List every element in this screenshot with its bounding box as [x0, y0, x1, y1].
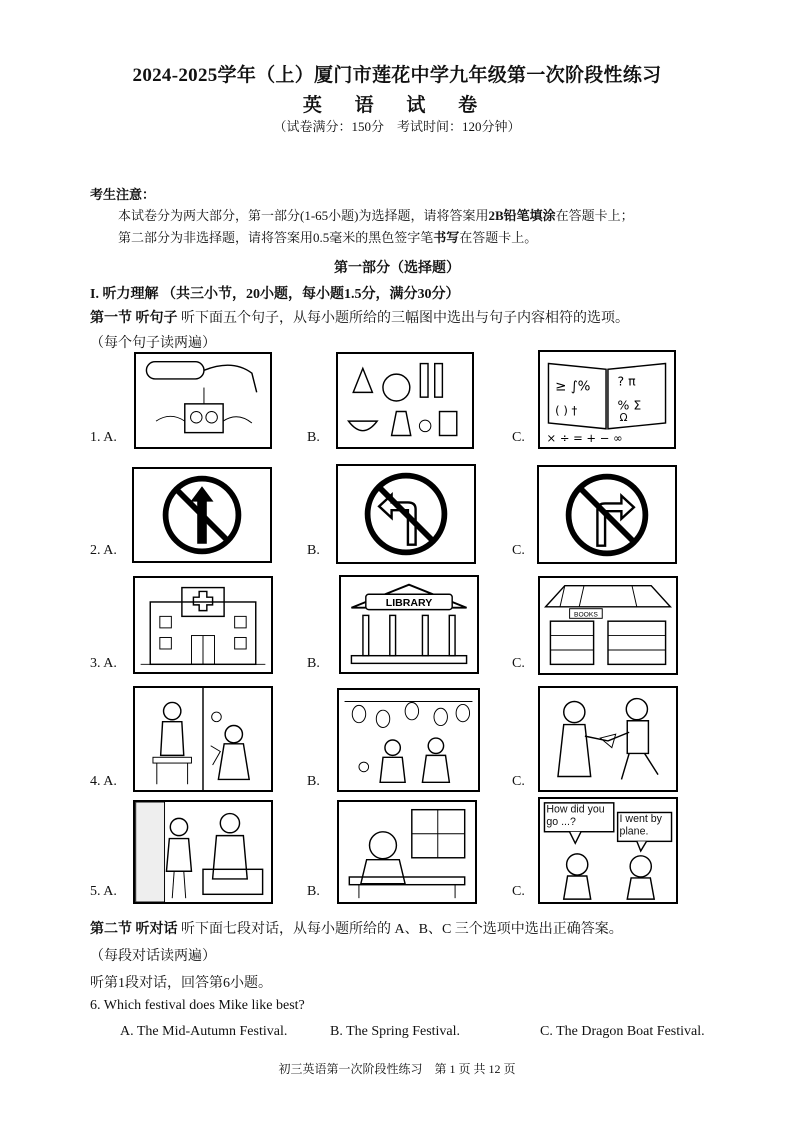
svg-text:% Σ: % Σ	[617, 397, 642, 413]
svg-text:Ω: Ω	[619, 412, 628, 425]
subsection1-instruction: 第一节 听句子 听下面五个句子，从每小题所给的三幅图中选出与句子内容相符的选项。	[90, 311, 629, 326]
q1-label-b: B.	[307, 430, 320, 445]
q3-label-c: C.	[512, 656, 525, 671]
q1-label: 1. A.	[90, 430, 117, 445]
bookstore-icon	[540, 578, 676, 673]
q2-pic-b[interactable]	[336, 464, 476, 564]
subject-title: 英 语 试 卷	[302, 95, 492, 116]
section-heading: I. 听力理解 （共三小节，20小题，每小题1.5分，满分30分）	[90, 287, 460, 302]
svg-text:× ÷ = + − ∞: × ÷ = + − ∞	[546, 431, 623, 446]
q1-pic-b[interactable]	[336, 352, 474, 449]
q6-question: 6. Which festival does Mike like best?	[90, 998, 305, 1013]
q1-pic-c[interactable]	[538, 350, 676, 449]
q3-pic-a[interactable]	[133, 576, 273, 674]
q5-label-b: B.	[307, 884, 320, 899]
q3-pic-b[interactable]	[339, 575, 479, 674]
notice-line-2: 第二部分为非选择题，请将答案用0.5毫米的黑色签字笔书写在答题卡上。	[118, 230, 538, 245]
q2-label-c: C.	[512, 543, 525, 558]
q1-pic-a[interactable]	[134, 352, 272, 449]
chemistry-flasks-icon	[338, 354, 472, 447]
lanterns-festival-icon	[339, 690, 478, 790]
q4-label-b: B.	[307, 774, 320, 789]
library-building-icon	[341, 577, 477, 672]
q2-pic-c[interactable]	[537, 465, 677, 564]
q4-label: 4. A.	[90, 774, 117, 789]
svg-text:BOOKS: BOOKS	[574, 611, 598, 619]
part1-heading: 第一部分（选择题）	[334, 261, 460, 276]
q6-option-a[interactable]: A. The Mid-Autumn Festival.	[120, 1024, 288, 1039]
dialog-intro: 听第1段对话，回答第6小题。	[90, 976, 272, 991]
experiment-icon	[136, 354, 270, 447]
q5-label-c: C.	[512, 884, 525, 899]
q6-option-c[interactable]: C. The Dragon Boat Festival.	[540, 1024, 705, 1039]
notice-line-1: 本试卷分为两大部分，第一部分(1-65小题)为选择题，请将答案用2B铅笔填涂在答题卡上；	[118, 208, 634, 223]
q5-label: 5. A.	[90, 884, 117, 899]
girl-at-desk-icon	[339, 802, 475, 902]
hospital-icon	[135, 578, 271, 672]
q3-pic-c[interactable]	[538, 576, 678, 675]
q5-pic-c[interactable]	[538, 797, 678, 904]
q1-label-c: C.	[512, 430, 525, 445]
svg-text:? π: ? π	[617, 373, 636, 389]
exam-meta: （试卷满分：150分 考试时间：120分钟）	[273, 119, 521, 134]
q4-pic-b[interactable]	[337, 688, 480, 792]
exam-title: 2024-2025学年（上）厦门市莲花中学九年级第一次阶段性练习	[132, 65, 662, 86]
q2-label: 2. A.	[90, 543, 117, 558]
math-book-icon	[540, 352, 674, 447]
subsection2-instruction: 第二节 听对话 听下面七段对话，从每小题所给的 A、B、C 三个选项中选出正确答案。	[90, 922, 623, 937]
subsection2-note: （每段对话读两遍）	[90, 949, 216, 964]
q2-label-b: B.	[307, 543, 320, 558]
q2-pic-a[interactable]	[132, 467, 272, 563]
doctor-patient-icon	[135, 802, 271, 902]
no-straight-sign-icon	[134, 469, 270, 561]
svg-text:( ) †: ( ) †	[555, 403, 578, 418]
q3-label-b: B.	[307, 656, 320, 671]
page-footer: 初三英语第一次阶段性练习 第 1 页 共 12 页	[278, 1062, 516, 1076]
q3-label: 3. A.	[90, 656, 117, 671]
subsection1-note: （每个句子读两遍）	[90, 336, 216, 351]
no-left-turn-sign-icon	[338, 466, 474, 562]
q4-pic-a[interactable]	[133, 686, 273, 792]
q5-pic-a[interactable]	[133, 800, 273, 904]
q4-pic-c[interactable]	[538, 686, 678, 792]
svg-text:≥ ∫%: ≥ ∫%	[555, 379, 591, 395]
conversation-bubbles-icon: How did you go ...? I went by plane.	[540, 799, 676, 902]
children-playing-icon	[540, 688, 676, 790]
q6-option-b[interactable]: B. The Spring Festival.	[330, 1024, 461, 1039]
no-right-turn-sign-icon	[539, 467, 675, 562]
notice-heading: 考生注意：	[90, 187, 156, 202]
q4-label-c: C.	[512, 774, 525, 789]
q5-pic-b[interactable]	[337, 800, 477, 904]
cleaning-window-icon	[135, 688, 271, 790]
svg-text:LIBRARY: LIBRARY	[385, 596, 433, 609]
